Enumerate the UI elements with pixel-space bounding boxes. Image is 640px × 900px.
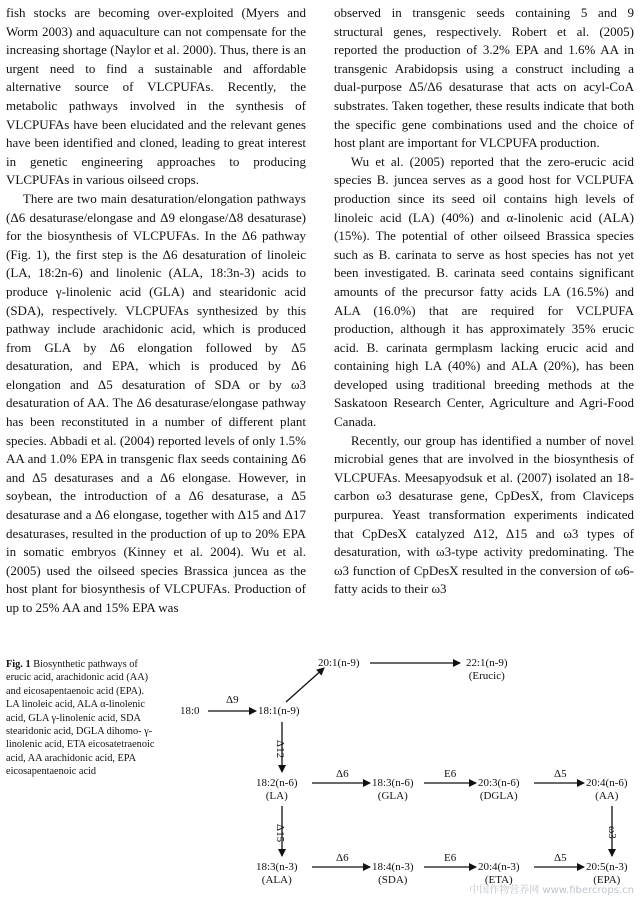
paragraph: fish stocks are becoming over-exploited (Myers and Worm 2003) and aquaculture can not compensate for the increasing shortage (Naylor et al. 2000). Thus, there is an urgent need to find a sustainable and affordable alternative source of VLCPUFAs. Recently, the metabolic pathways involved in the synthesis of VLCPUFAs have been elucidated and the relevant genes have been identified and cloned, leading to great interest in genetic engineering approaches to producing VLCPUFAs in various oilseed crops. [6, 5, 306, 188]
node-18-3n3 [256, 861, 298, 887]
node-label: 18:3(n-3) [256, 861, 298, 873]
node-18-2 [256, 777, 298, 803]
node-label: 18:4(n-3) [372, 861, 414, 873]
node-label: 18:2(n-6) [256, 777, 298, 789]
node-sublabel: (ALA) [261, 874, 292, 886]
paragraph: There are two main desaturation/elongation pathways (Δ6 desaturase/elongase and Δ9 elongase/Δ8 desaturase) for the biosynthesis of VLCPUFAs. In the Δ6 pathway (Fig. 1), the first step is the Δ6 desaturation of linoleic (LA, 18:2n-6) and linolenic (ALA, 18:3n-3) acids to produce γ-linolenic acid (GLA) and stearidonic acid (SDA), respectively. VLCPUFAs synthesized by this pathway include arachidonic acid, which is produced from GLA by Δ6 elongation followed by Δ5 desaturation, and EPA, which is produced by Δ6 elongation and Δ5 desaturation of SDA or by ω3 desaturation of AA. The Δ6 desaturase/elongase pathway has been reconstituted in a number of different plant species. Abbadi et al. (2004) reported levels of only 1.5% AA and 1.0% EPA in transgenic flax seeds containing Δ6 and Δ5 desaturases and a Δ6 elongase. However, in soybean, the introduction of a Δ6 desaturase, a Δ5 desaturase and a Δ6 elongase, together with Δ15 and Δ17 desaturases, resulted in the production of up to 20% EPA in somatic embryos (Kinney et al. 2004). Wu et al. (2005) used the oilseed species Brassica juncea as the host plant for biosynthesis of VLCPUFAs. Production of up to 25% AA and 15% EPA was [6, 190, 306, 615]
node-18-0 [180, 705, 200, 718]
enzyme-delta15-label: Δ15 [274, 824, 286, 843]
node-sublabel: (EPA) [593, 874, 621, 886]
node-label: 22:1(n-9) [466, 657, 508, 669]
node-20-4n6 [586, 777, 628, 803]
node-label: 20:3(n-6) [478, 777, 520, 789]
node-sublabel: (LA) [265, 790, 288, 802]
enzyme-delta9-label: Δ9 [226, 694, 239, 706]
node-sublabel: (ETA) [484, 874, 513, 886]
node-sublabel: (GLA) [377, 790, 408, 802]
node-label: 18:3(n-6) [372, 777, 414, 789]
node-label: 20:4(n-6) [586, 777, 628, 789]
node-20-1 [318, 657, 360, 670]
node-label: 20:4(n-3) [478, 861, 520, 873]
watermark: 中国作物营养网 www.fibercrops.cn [469, 885, 634, 896]
enzyme-delta6-label: Δ6 [336, 768, 349, 780]
node-18-3n6 [372, 777, 414, 803]
enzyme-e6-label: E6 [444, 768, 457, 780]
node-sublabel: (SDA) [378, 874, 408, 886]
enzyme-delta6-label: Δ6 [336, 852, 349, 864]
node-22-1 [466, 657, 508, 683]
enzyme-e6-label: E6 [444, 852, 457, 864]
paragraph: Wu et al. (2005) reported that the zero-erucic acid species B. juncea serves as a good host for VCLPUFA production since its seed oil contains high levels of linoleic acid (LA) (40%) and α-linolenic acid (ALA) (15%). The potential of other oilseed Brassica species such as B. carinata to serve as host species has not yet been investigated. B. carinata seed contains significant amounts of the precursor fatty acids LA (16.5%) and ALA (16.0%) that are required for VCLPUFA production, although it has approximately 35% erucic acid. B. carinata germplasm lacking erucic acid and containing high LA (40%) and ALA (20%), has been developed using traditional breeding methods at the Saskatoon Research Center, Agriculture and Agri-Food Canada. [334, 153, 634, 430]
node-20-3 [478, 777, 520, 803]
node-label: 20:5(n-3) [586, 861, 628, 873]
node-sublabel: (DGLA) [479, 790, 518, 802]
node-label: 18:1(n-9) [258, 705, 300, 717]
paragraph: observed in transgenic seeds containing 5 and 9 structural genes, respectively. Robert et al. (2005) reported the production of 3.2% EPA and 1.6% AA in transgenic Arabidopsis using a construct including a dual-purpose Δ5/Δ6 desaturase that acts on acyl-CoA substrates. Taken together, these results indicate that both the specific gene combinations used and the choice of host plant are important for VLCPUFA production. [334, 5, 634, 151]
figure-label: Fig. 1 [6, 659, 31, 670]
figure-caption-text: Biosynthetic pathways of erucic acid, arachidonic acid (AA) and eicosapentaenoic acid (EPA). LA linoleic acid, ALA α-linolenic acid, GLA γ-linolenic acid, SDA stearidonic acid, DGLA dihomo- γ-linolenic acid, ETA eicosatetraenoic acid, AA arachidonic acid, EPA eicosapentaenoic acid [6, 659, 155, 778]
node-label: 20:1(n-9) [318, 657, 360, 669]
arrow-18-1-to-20-1 [286, 668, 324, 702]
paragraph: Recently, our group has identified a number of novel microbial genes that are involved in the biosynthesis of VLCPUFAs. Meesapyodsuk et al. (2007) isolated an 18-carbon ω3 desaturase gene, CpDesX, from Claviceps purpurea. Yeast transformation experiments indicated that CpDesX catalyzed Δ12, Δ15 and ω3 types of desaturation, with ω3-type activity predominating. The ω3 function of CpDesX resulted in the conversion of ω6-fatty acids to their ω3 [334, 432, 634, 597]
enzyme-delta5-label: Δ5 [554, 768, 567, 780]
node-sublabel: (Erucic) [468, 670, 505, 682]
node-18-1 [258, 705, 300, 718]
node-sublabel: (AA) [595, 790, 619, 802]
enzyme-delta12-label: Δ12 [274, 740, 286, 759]
enzyme-omega3-label: ω3 [606, 826, 618, 839]
node-label: 18:0 [180, 705, 200, 717]
enzyme-delta5-label: Δ5 [554, 852, 567, 864]
node-18-4 [372, 861, 414, 887]
